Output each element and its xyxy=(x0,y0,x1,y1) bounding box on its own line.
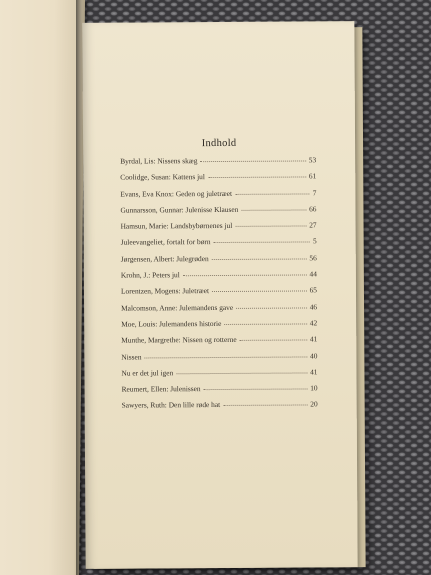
toc-entry-page-number: 40 xyxy=(309,350,318,361)
toc-entry xyxy=(121,335,317,352)
toc-entry-page-number: 7 xyxy=(312,188,317,198)
toc-entry-page-number: 53 xyxy=(308,155,317,165)
toc-dot-leader xyxy=(223,405,307,407)
toc-entry xyxy=(122,384,318,401)
toc-entry-title: Hamsun, Marie: Landsbybørnenes jul xyxy=(120,221,233,231)
toc-dot-leader xyxy=(212,258,307,260)
toc-entry-title: Munthe, Margrethe: Nissen og rotterne xyxy=(121,335,237,345)
toc-entry-page-number: 41 xyxy=(309,334,318,344)
toc-entry-title: Coolidge, Susan: Kattens jul xyxy=(120,172,205,182)
toc-dot-leader xyxy=(224,323,306,325)
toc-entry xyxy=(120,188,316,205)
toc-entry-page-number: 27 xyxy=(309,220,317,230)
toc-dot-leader xyxy=(200,160,305,162)
toc-dot-leader xyxy=(214,242,310,244)
toc-entry-page-number: 66 xyxy=(309,204,317,214)
toc-entry xyxy=(120,172,316,189)
toc-dot-leader xyxy=(183,275,307,277)
toc-dot-leader xyxy=(145,356,307,358)
toc-dot-leader xyxy=(176,372,307,374)
toc-dot-leader xyxy=(208,177,306,179)
left-page xyxy=(0,0,85,575)
toc-entry xyxy=(120,155,316,172)
toc-entry xyxy=(121,221,317,238)
toc-entry-page-number: 5 xyxy=(312,236,317,246)
toc-entry-title: Moe, Louis: Julemandens historie xyxy=(121,318,222,329)
toc-entry-title: Evans, Eva Knox: Geden og juletræet xyxy=(120,188,233,199)
toc-entry-title: Jørgensen, Albert: Julegrøden xyxy=(120,253,209,264)
toc-entry xyxy=(121,269,317,286)
toc-entry-title: Juleevangeliet, fortalt for børn xyxy=(120,237,211,248)
toc-entry xyxy=(121,253,317,270)
toc-entry-page-number: 46 xyxy=(309,302,318,312)
toc-entry-title: Lorentzen, Mogens: Juletræet xyxy=(120,286,210,296)
toc-entry-title: Nu er det jul igen xyxy=(121,368,174,378)
toc-entry xyxy=(121,318,317,335)
toc-entry xyxy=(121,286,317,303)
toc-entry-page-number: 41 xyxy=(310,367,318,377)
toc-entry xyxy=(120,204,316,221)
toc-entry xyxy=(121,302,317,319)
toc-entry-title: Reumert, Ellen: Julenissen xyxy=(121,384,201,394)
toc-entry-title: Krohn, J.: Peters jul xyxy=(120,270,180,280)
toc-dot-leader xyxy=(204,389,308,391)
toc-entry-page-number: 61 xyxy=(308,171,317,181)
toc-entry-page-number: 44 xyxy=(309,269,317,279)
toc-entry-title: Gunnarsson, Gunnar: Julenisse Klausen xyxy=(120,204,239,215)
toc-dot-leader xyxy=(212,291,307,293)
toc-entry-title: Sawyers, Ruth: Den lille røde hat xyxy=(121,400,221,411)
toc-entry xyxy=(122,400,318,417)
toc-entry-page-number: 65 xyxy=(309,285,318,295)
toc-dot-leader xyxy=(235,226,306,227)
toc-dot-leader xyxy=(236,307,307,308)
toc-entry-page-number: 20 xyxy=(310,399,318,409)
toc-dot-leader xyxy=(235,193,310,194)
toc-entry xyxy=(121,367,317,384)
toc-entry-page-number: 42 xyxy=(309,318,318,328)
table-of-contents xyxy=(120,155,318,417)
toc-entry-title: Nissen xyxy=(121,352,142,362)
toc-entry-title: Malcomson, Anne: Julemandens gave xyxy=(121,302,234,313)
toc-entry xyxy=(121,351,317,368)
toc-entry-title: Byrdal, Lis: Nissens skæg xyxy=(120,156,198,166)
toc-dot-leader xyxy=(240,340,307,341)
toc-entry-page-number: 56 xyxy=(309,253,317,263)
toc-entry xyxy=(121,237,317,254)
toc-dot-leader xyxy=(241,209,306,210)
contents-page xyxy=(82,21,357,569)
contents-heading: Indhold xyxy=(201,137,237,150)
toc-entry-page-number: 10 xyxy=(310,383,318,393)
